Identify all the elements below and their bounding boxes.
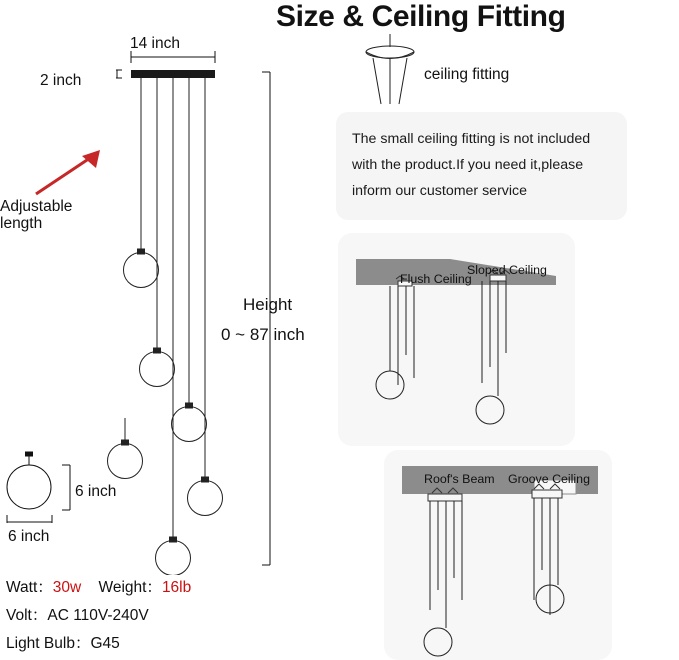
top-width-label: 14 inch (130, 35, 180, 52)
tag-sloped-ceiling: Sloped Ceiling (467, 263, 547, 277)
page-title: Size & Ceiling Fitting (276, 0, 566, 33)
ceiling-fitting-icon (355, 34, 425, 108)
ceiling-fitting-note-card (336, 112, 627, 220)
adjustable-length-arrow-icon (30, 148, 120, 200)
spec-value-volt: AC 110V-240V (47, 607, 149, 624)
spec-key-bulb: Light Bulb： (6, 635, 91, 652)
spec-value-bulb: G45 (90, 635, 120, 652)
spec-row-volt (6, 603, 274, 625)
adjustable-length-label-line2: length (0, 215, 43, 232)
spec-list (6, 575, 274, 659)
note-line-2: with the product.If you need it,please (352, 157, 584, 173)
note-line-1: The small ceiling fitting is not included (352, 131, 591, 147)
tag-roofs-beam: Roof's Beam (424, 472, 495, 486)
note-line-3: inform our customer service (352, 183, 528, 199)
tag-flush-ceiling: Flush Ceiling (400, 272, 472, 286)
spec-key-weight: Weight： (98, 579, 162, 596)
adjustable-length-label-line1: Adjustable (0, 198, 73, 215)
height-label: Height (243, 295, 293, 314)
spec-key-watt: Watt： (6, 579, 53, 596)
globe-height-label: 6 inch (75, 483, 117, 500)
spec-value-weight: 16lb (161, 579, 192, 596)
ceiling-fitting-label: ceiling fitting (424, 66, 510, 83)
globe-width-label: 6 inch (8, 528, 50, 545)
canopy-thickness-label: 2 inch (40, 72, 82, 89)
spec-row-watt-weight (6, 575, 274, 597)
tag-groove-ceiling: Groove Ceiling (508, 472, 590, 486)
spec-key-volt: Volt： (6, 607, 48, 624)
spec-row-bulb (6, 631, 274, 653)
size-diagram (0, 0, 305, 660)
height-range-label: 0 ~ 87 inch (221, 325, 305, 344)
spec-value-watt: 30w (52, 579, 82, 596)
